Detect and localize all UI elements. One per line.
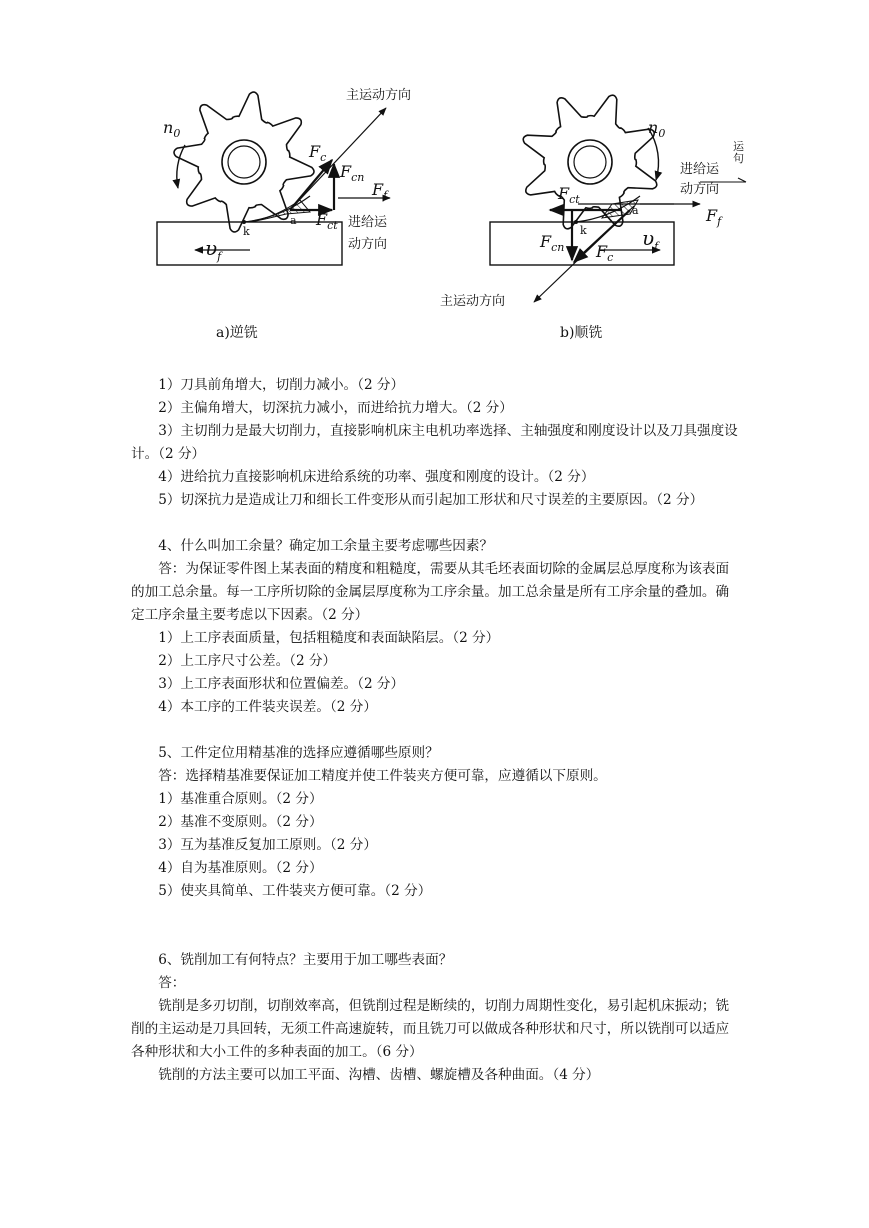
q6-title: 6、铣削加工有何特点？主要用于加工哪些表面？ [158,952,453,968]
q5-answer: 答：选择精基准要保证加工精度并使工件装夹方便可靠，应遵循以下原则。 [158,768,607,784]
q4-item-4: 4）本工序的工件装夹误差。（2 分） [158,699,377,715]
right-fcn-label: $F_{cn}$ [540,232,565,255]
left-feed-motion-line2: 动方向 [348,237,388,252]
right-vf-label: $\upsilon_f$ [642,226,659,253]
left-caption: a)逆铣 [216,325,258,341]
left-vf-label: $\upsilon_f$ [205,236,222,263]
q4-item-3: 3）上工序表面形状和位置偏差。（2 分） [158,676,405,692]
right-n0-label: $n_0$ [648,118,666,141]
q5-item-5: 5）使夹具简单、工件装夹方便可靠。（2 分） [158,883,432,899]
milling-force-figure [0,0,869,360]
left-main-motion-label: 主运动方向 [346,88,412,103]
right-feed-motion-line1: 进给运 [680,162,720,177]
document-body [131,374,741,1087]
right-caption: b)顺铣 [560,325,603,341]
section3-item-2: 2）主偏角增大，切深抗力减小，而进给抗力增大。（2 分） [158,400,513,416]
right-edge-cut-2: 句 [733,152,744,165]
left-n0-label: $n_0$ [163,118,181,141]
right-ff-label: $F_f$ [706,206,722,229]
section3-item-3: 3）主切削力是最大切削力，直接影响机床主电机功率选择、主轴强度和刚度设计以及刀具强度设计。（2 分） [131,423,738,462]
q6-paragraph-1: 铣削是多刃切削，切削效率高，但铣削过程是断续的，切削力周期性变化，易引起机床振动；铣削的主运动是刀具回转，无须工件高速旋转，而且铣刀可以做成各种形状和尺寸，所以铣削可以适应各种形状和大小工件的多种表面的加工。（6 分） [131,998,730,1060]
q5-item-3: 3）互为基准反复加工原则。（2 分） [158,837,377,853]
q4-item-1: 1）上工序表面质量，包括粗糙度和表面缺陷层。（2 分） [158,630,500,646]
left-point-k: k [243,225,250,238]
q4-answer: 答：为保证零件图上某表面的精度和粗糙度，需要从其毛坯表面切除的金属层总厚度称为该表面的加工总余量。每一工序所切除的金属层厚度称为工序余量。加工总余量是所有工序余量的叠加。确定工序余量主要考虑以下因素。（2 分） [131,561,730,623]
left-feed-motion-line1: 进给运 [348,215,388,230]
right-main-motion-label: 主运动方向 [440,294,506,309]
q5-item-4: 4）自为基准原则。（2 分） [158,860,323,876]
right-feed-motion-line2: 动方向 [680,182,720,197]
right-fc-label: $F_c$ [596,242,614,265]
left-fcn-label: $F_{cn}$ [340,162,365,185]
section3-list [131,374,741,512]
right-point-a: a [632,204,639,217]
left-point-a: a [290,214,297,227]
right-point-k: k [580,224,587,237]
section3-item-5: 5）切深抗力是造成让刀和细长工件变形从而引起加工形状和尺寸误差的主要原因。（2 分） [158,492,704,508]
left-ff-label: $F_f$ [372,180,388,203]
q6-answer-label: 答： [158,975,186,991]
q5-item-1: 1）基准重合原则。（2 分） [158,791,323,807]
question-5 [131,742,741,903]
q4-item-2: 2）上工序尺寸公差。（2 分） [158,653,337,669]
q4-title: 4、什么叫加工余量？确定加工余量主要考虑哪些因素？ [158,538,494,554]
figure-drawing [0,0,869,360]
right-fct-label: $F_{ct}$ [558,184,580,207]
question-6 [131,949,741,1087]
question-4 [131,535,741,719]
section3-item-4: 4）进给抗力直接影响机床进给系统的功率、强度和刚度的设计。（2 分） [158,469,595,485]
q5-title: 5、工件定位用精基准的选择应遵循哪些原则？ [158,745,439,761]
section3-item-1: 1）刀具前角增大，切削力减小。（2 分） [158,377,405,393]
q6-paragraph-2: 铣削的方法主要可以加工平面、沟槽、齿槽、螺旋槽及各种曲面。（4 分） [158,1067,600,1083]
right-diagram [490,95,746,302]
q5-item-2: 2）基准不变原则。（2 分） [158,814,323,830]
left-rotation-arrow [177,145,185,188]
left-fc-label: $F_c$ [309,142,327,165]
left-fct-label: $F_{ct}$ [316,210,338,233]
right-edge-cut-1: 运 [733,140,744,153]
